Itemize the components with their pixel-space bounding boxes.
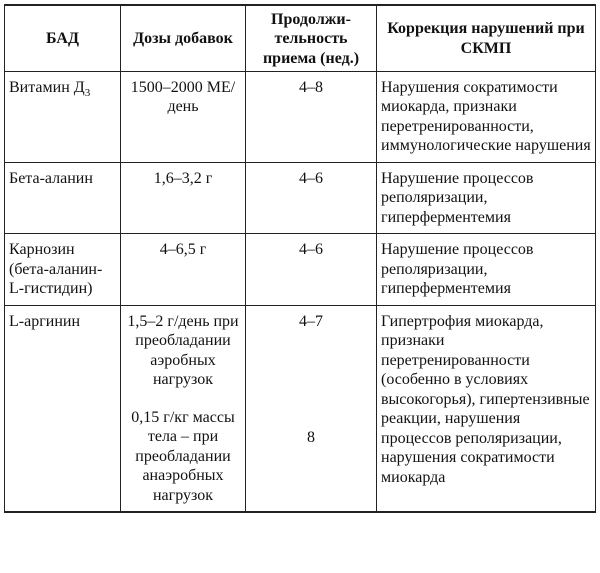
cell-supplement-name: L-аргинин [5, 305, 121, 512]
cell-duration: 4–6 [246, 234, 377, 306]
cell-dose: 4–6,5 г [121, 234, 246, 306]
dose-anaerobic: 0,15 г/кг массы тела – при преобладании анаэробных нагрузок [131, 408, 235, 504]
supplement-name-text: Витамин Д [9, 78, 85, 96]
table-header-row [5, 5, 596, 71]
cell-correction: Нарушение процессов реполяризации, гиперферментемия [377, 234, 596, 306]
table-row [5, 162, 596, 234]
cell-dose: 1500–2000 МЕ/день [121, 71, 246, 162]
cell-duration: 4–6 [246, 162, 377, 234]
table-row [5, 71, 596, 162]
dose-aerobic: 1,5–2 г/день при преобладании аэробных нагрузок [127, 312, 239, 388]
cell-duration: 4–8 [246, 71, 377, 162]
duration-aerobic: 4–7 [299, 312, 323, 330]
header-bad: БАД [5, 5, 121, 71]
header-doses: Дозы добавок [121, 5, 246, 71]
table-row [5, 305, 596, 512]
cell-dose [121, 305, 246, 512]
table-row [5, 234, 596, 306]
supplement-name-subscript: 3 [84, 86, 91, 99]
header-correction: Коррекция нарушений при СКМП [377, 5, 596, 71]
cell-supplement-name [5, 71, 121, 162]
duration-anaerobic: 8 [307, 429, 315, 446]
header-duration: Продолжи-тельность приема (нед.) [246, 5, 377, 71]
dose-spacer [125, 390, 241, 408]
cell-correction: Нарушение процессов реполяризации, гиперферментемия [377, 162, 596, 234]
cell-dose: 1,6–3,2 г [121, 162, 246, 234]
cell-correction: Гипертрофия миокарда, признаки перетренированности (особенно в условиях высокогорья), гипертензивные реакции, нарушения процессов реполяризации, нарушения сократимости миокарда [377, 305, 596, 512]
duration-spacer [250, 331, 372, 428]
cell-supplement-name: Бета-аланин [5, 162, 121, 234]
cell-supplement-name: Карнозин (бета-аланин-L-гистидин) [5, 234, 121, 306]
supplements-table [4, 4, 596, 513]
cell-correction: Нарушения сократимости миокарда, признаки перетренированности, иммунологические нарушения [377, 71, 596, 162]
cell-duration [246, 305, 377, 512]
